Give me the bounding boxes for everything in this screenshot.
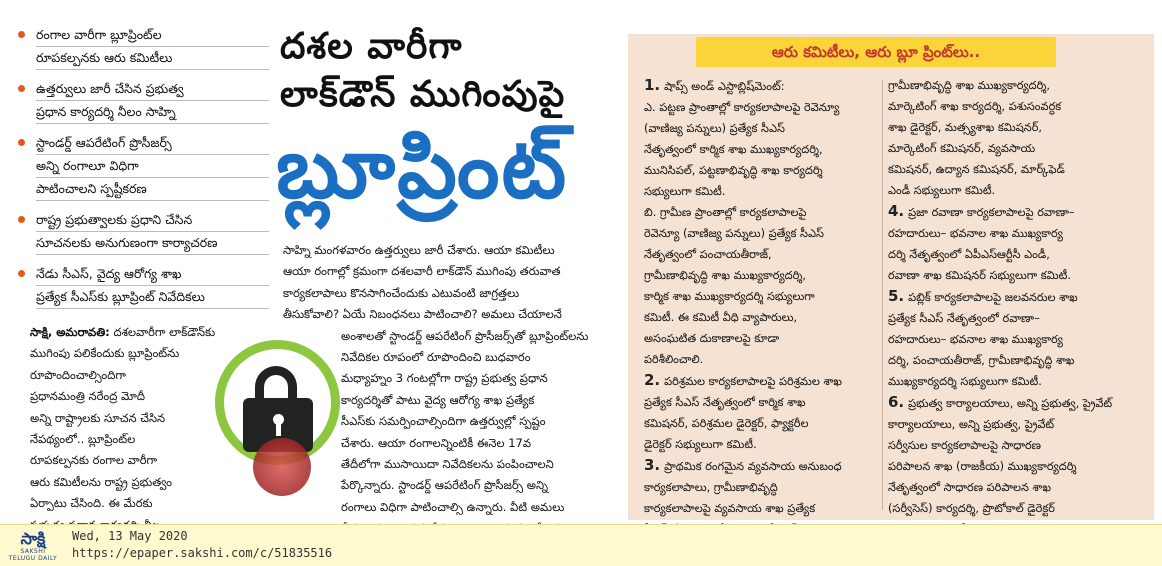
committee-number: 4. xyxy=(888,202,905,220)
highlight-line: సూచనలకు అనుగుణంగా కార్యాచరణ xyxy=(36,235,218,250)
headline-line-2: లాక్‌డౌన్‌ ముగింపుపై xyxy=(280,74,566,115)
bullet-dot-icon xyxy=(18,139,25,146)
body-line: రూపకల్పనకు రంగాల వారీగా xyxy=(30,453,158,468)
committee-text: పరిపాలన శాఖ (రాజకీయ) ముఖ్యకార్యదర్శి xyxy=(888,460,1077,473)
committee-line xyxy=(644,97,902,118)
highlight-line: రూపకల్పనకు ఆరు కమిటీలు xyxy=(36,50,173,65)
body-line: ఆరు కమిటీలను రాష్ట్ర ప్రభుత్వం xyxy=(30,474,172,489)
committee-text: పరిశ్రమల కార్యకలాపాలపై పరిశ్రమల శాఖ xyxy=(664,375,842,388)
body-line: రంగాలు విధిగా పాటించాల్సి ఉన్నారు. వీటి అమలు xyxy=(341,499,565,514)
committee-text: నేతృత్వంలో పంచాయతీరాజ్, xyxy=(644,248,772,261)
committee-line xyxy=(644,160,902,181)
committee-line xyxy=(644,286,905,307)
body-line: ఆయా రంగాల్లో క్రమంగా దశలవారీ లాక్‌డౌన్‌ ముగింపు తరువాత xyxy=(283,264,561,279)
committee-text: ప్రత్యేక సీఎస్‌ నేతృత్వంలో రవాణా– xyxy=(888,312,1040,325)
committee-text: రెవెన్యూ (వాణిజ్య పన్నులు) ప్రత్యేక సీఎస్‌ xyxy=(644,227,824,240)
committee-text: (వాణిజ్య పన్నులు) ప్రత్యేక సీఎస్‌ xyxy=(644,122,785,135)
bullet-dot-icon xyxy=(18,270,25,277)
committee-text: అసంఘటిత దుకాణాలపై కూడా xyxy=(644,332,780,345)
highlight-item xyxy=(14,209,269,255)
body-line: కార్యదర్శితో పాటు వైద్య ఆరోగ్య శాఖ ప్రత్యేక xyxy=(341,392,535,407)
committee-line xyxy=(644,392,905,413)
committee-line xyxy=(888,308,1150,329)
committee-text: బి. గ్రామీణ ప్రాంతాల్లో కార్యకలాపాలపై xyxy=(644,206,807,219)
highlight-line: నేడు సీఎస్, వైద్య ఆరోగ్య శాఖ xyxy=(36,263,269,286)
edition-date: Wed, 13 May 2020 xyxy=(72,529,188,543)
highlight-item xyxy=(14,263,269,309)
committee-text: రహదారులు– భవనాల శాఖ ముఖ్యకార్య xyxy=(888,227,1063,240)
committees-column-right xyxy=(888,75,1150,540)
logo-subtitle: SAKSHI TELUGU DAILY xyxy=(8,548,58,562)
committee-line xyxy=(644,307,902,328)
committee-line xyxy=(644,498,902,519)
body-line: ఏర్పాటు చేసింది. ఈ మేరకు xyxy=(30,496,153,511)
committee-text: ప్రజా రవాణా కార్యకలాపాలపై రవాణా– xyxy=(908,206,1075,219)
committee-text: కార్యకలాపాలు, గ్రామీణాభివృద్ధి xyxy=(644,481,778,494)
committee-text: డైరెక్టర్‌ సభ్యులుగా కమిటీ. xyxy=(644,438,757,451)
committee-text: కమిషనర్, పరిశ్రమల డైరెక్టర్, ఫ్యాక్టరీల xyxy=(644,417,809,430)
committee-text: మార్కెటింగ్‌ కమిషనర్, వ్యవసాయ xyxy=(888,142,1036,155)
committee-text: కమిటీ. ఈ కమిటీ వీధి వ్యాపారులు, xyxy=(644,311,798,324)
body-line: మధ్యాహ్నం 3 గంటల్లోగా రాష్ట్ర ప్రభుత్వ ప్రధాన xyxy=(341,371,548,386)
committee-line xyxy=(888,392,1150,414)
committee-line xyxy=(888,435,1150,456)
committee-text: పరిశీలించాలి. xyxy=(644,353,704,366)
committee-line xyxy=(888,223,1150,244)
committee-line xyxy=(888,477,1150,498)
bullet-dot-icon xyxy=(18,31,25,38)
committee-line xyxy=(888,456,1150,477)
committee-number: 6. xyxy=(888,393,905,411)
highlight-line: ప్రధాన కార్యదర్శి నీలం సాహ్ని xyxy=(36,104,176,119)
committee-line xyxy=(888,350,1150,371)
highlights-list xyxy=(14,24,269,317)
committee-line xyxy=(644,202,905,223)
highlight-item xyxy=(14,132,269,201)
highlight-line: రంగాల వారీగా బ్లూప్రింట్‌ల xyxy=(36,24,269,47)
committee-line xyxy=(644,139,902,160)
bullet-dot-icon xyxy=(18,85,25,92)
committees-column-left xyxy=(644,75,905,540)
body-line: నేపథ్యంలో.. బ్లూప్రింట్‌ల xyxy=(30,432,136,447)
committee-text: ప్రత్యేక సీఎస్‌ నేతృత్వంలో కార్మిక శాఖ xyxy=(644,396,806,409)
body-line: రూపొందించాల్సిందిగా xyxy=(30,367,126,382)
committee-text: కార్యకలాపాలపై వ్యవసాయ శాఖ ప్రత్యేక xyxy=(644,502,816,515)
body-line: తీసుకోవాలి? ఏయే నిబంధనలు పాటించాలి? అమలు చేయాలనే xyxy=(283,307,562,322)
body-line: తేదీలోగా ముసాయిదా నివేదికలను పంపించాలని xyxy=(341,457,554,472)
body-line: దశలవారీగా లాక్‌డౌన్‌కు xyxy=(113,325,216,339)
body-line: నివేదికల రూపంలో రూపొందించి బుధవారం xyxy=(341,350,531,365)
committee-text: ఎండీ సభ్యులుగా కమిటీ. xyxy=(888,184,996,197)
clip-url-link[interactable]: https://epaper.sakshi.com/c/51835516 xyxy=(72,546,333,560)
committee-text: కమిషనర్, ఉద్యాన కమిషనర్, మార్క్‌ఫెడ్‌ xyxy=(888,163,1065,176)
committee-text: నేతృత్వంలో సాధారణ పరిపాలన శాఖ xyxy=(888,481,1052,494)
committee-number: 5. xyxy=(888,287,905,305)
committee-line xyxy=(888,286,1150,308)
logo-text: సాక్షి xyxy=(20,529,46,548)
committee-number: 3. xyxy=(644,456,661,474)
epaper-footer xyxy=(0,524,1162,566)
committee-text: గ్రామీణాభివృద్ధి శాఖ ముఖ్యకార్యదర్శి, xyxy=(888,79,1050,92)
body-line: చేశారు. ఆయా రంగాలన్నింటికీ ఈనెల 17వ xyxy=(341,435,532,450)
committee-line xyxy=(888,329,1150,350)
committee-text: షాప్స్‌ అండ్‌ ఎస్టాబ్లిష్‌మెంట్‌: xyxy=(664,80,785,93)
committee-text: దర్శి నేతృత్వంలో ఏపీఎస్‌ఆర్టీసీ ఎండీ, xyxy=(888,248,1050,261)
committees-box-title: ఆరు కమిటీలు, ఆరు బ్లూ ప్రింట్‌లు.. xyxy=(696,37,1056,67)
committee-line xyxy=(888,265,1150,286)
highlight-line: అన్ని రంగాలూ విధిగా xyxy=(36,155,269,178)
committee-line xyxy=(888,117,1150,138)
committee-text: మార్కెటింగ్‌ శాఖ కార్యదర్శి, పశుసంవర్ధక xyxy=(888,100,1062,113)
committee-line xyxy=(888,371,1150,392)
headline-line-1: దశల వారీగా xyxy=(280,26,463,67)
committee-text: శాఖ డైరెక్టర్, మత్స్యశాఖ కమిషనర్, xyxy=(888,121,1042,134)
body-line: సీఎస్‌కు సమర్పించాల్సిందిగా ఉత్తర్వుల్లో స్పష్టం xyxy=(341,414,546,429)
committee-text: ప్రాథమిక రంగమైన వ్యవసాయ అనుబంధ xyxy=(664,460,842,473)
committee-line xyxy=(644,244,902,265)
committee-text: ప్రభుత్వ కార్యాలయాలు, అన్ని ప్రభుత్వ, ప్రైవేట్‌ xyxy=(908,397,1113,410)
committee-text: గ్రామీణాభివృద్ధి శాఖ ముఖ్యకార్యదర్శి, xyxy=(644,269,806,282)
committee-line xyxy=(888,138,1150,159)
body-line: కార్యకలాపాలు కొనసాగించేందుకు ఎటువంటి జాగ్రత్తలు xyxy=(283,285,520,300)
committee-text: ఎ. పట్టణ ప్రాంతాల్లో కార్యకలాపాలపై రెవెన్యూ xyxy=(644,101,840,114)
committee-text: కార్యాలయాలు, అన్ని ప్రభుత్వ, ప్రైవేట్‌ xyxy=(888,418,1055,431)
committee-line xyxy=(644,349,902,370)
committee-text: రవాణా శాఖ కమిషనర్‌ సభ్యులుగా కమిటీ. xyxy=(888,269,1071,282)
headline-main: బ్లూప్రింట్‌ xyxy=(276,119,569,217)
committee-text: నేతృత్వంలో కార్మిక శాఖ ముఖ్యకార్యదర్శి, xyxy=(644,143,823,156)
dateline: సాక్షి, అమరావతి: xyxy=(30,325,110,339)
body-line: అన్ని రాష్ట్రాలకు సూచన చేసిన xyxy=(30,410,166,425)
highlight-line: ప్రత్యేక సీఎస్‌కు బ్లూప్రింట్‌ నివేదికలు xyxy=(36,289,205,304)
committee-line xyxy=(644,455,902,477)
committee-line xyxy=(644,223,902,244)
committee-line xyxy=(888,96,1150,117)
committee-line xyxy=(888,159,1150,180)
highlight-line: స్టాండర్డ్‌ ఆపరేటింగ్‌ ప్రొసీజర్స్‌ xyxy=(36,132,269,155)
committee-line xyxy=(644,75,902,97)
committee-number: 2. xyxy=(644,371,661,389)
committee-line xyxy=(644,370,902,392)
committee-text: మునిసిపల్, పట్టణాభివృద్ధి శాఖ కార్యదర్శి xyxy=(644,164,823,177)
committee-line xyxy=(888,75,1150,96)
committee-text: దర్శి, పంచాయతీరాజ్, గ్రామీణాభివృద్ధి శాఖ xyxy=(888,354,1075,367)
committee-text: పబ్లిక్‌ కార్యకలాపాలపై జలవనరుల శాఖ xyxy=(908,291,1078,304)
highlight-line: రాష్ట్ర ప్రభుత్వాలకు ప్రధాని చేసిన xyxy=(36,209,269,232)
highlight-line: ఉత్తర్వులు జారీ చేసిన ప్రభుత్వ xyxy=(36,78,269,101)
committee-line xyxy=(888,244,1150,265)
body-line: అంశాలతో స్టాండర్డ్‌ ఆపరేటింగ్‌ ప్రొసీజర్స్‌తో బ్లూప్రింట్‌లను xyxy=(341,328,589,343)
committee-text: ముఖ్యకార్యదర్శి సభ్యులుగా కమిటీ. xyxy=(888,375,1042,388)
committee-text: సభ్యులుగా కమిటీ. xyxy=(644,185,726,198)
virus-icon xyxy=(253,438,311,496)
committee-line xyxy=(644,118,902,139)
padlock-illustration xyxy=(215,340,343,515)
committee-line xyxy=(888,414,1150,435)
committee-line xyxy=(644,181,902,202)
body-line: పేర్కొన్నారు. స్టాండర్డ్‌ ఆపరేటింగ్‌ ప్రొసీజర్స్‌ అన్ని xyxy=(341,478,548,493)
committee-text: సర్వీసుల కార్యకలాపాలపై సాధారణ xyxy=(888,439,1041,452)
committee-line xyxy=(644,434,902,455)
committee-line xyxy=(644,328,902,349)
committee-line xyxy=(644,265,902,286)
sakshi-logo[interactable] xyxy=(6,530,60,562)
committee-line xyxy=(888,201,1150,223)
bullet-dot-icon xyxy=(18,216,25,223)
committee-line xyxy=(888,180,1150,201)
committee-text: కార్మిక శాఖ ముఖ్యకార్యదర్శి సభ్యులుగా xyxy=(644,290,815,303)
committee-line xyxy=(888,498,1150,519)
highlight-item xyxy=(14,78,269,124)
committee-line xyxy=(644,413,902,434)
body-line: ప్రధానమంత్రి నరేంద్ర మోదీ xyxy=(30,389,145,404)
body-line: ముగింపు పలికేందుకు బ్లూప్రింట్‌ను xyxy=(30,346,180,361)
highlight-item xyxy=(14,24,269,70)
body-line: సాహ్ని మంగళవారం ఉత్తర్వులు జారీ చేశారు. ఆయా కమిటీలు xyxy=(283,243,555,257)
committee-text: రహదారులు– భవనాల శాఖ ముఖ్యకార్య xyxy=(888,333,1063,346)
committee-number: 1. xyxy=(644,76,661,94)
committee-line xyxy=(644,477,902,498)
highlight-line: పాటించాలని స్పష్టీకరణ xyxy=(36,181,147,196)
committee-text: (సర్వీసెస్‌) కార్యదర్శి, ప్రొటోకాల్‌ డైరెక్టర్‌ xyxy=(888,502,1055,515)
